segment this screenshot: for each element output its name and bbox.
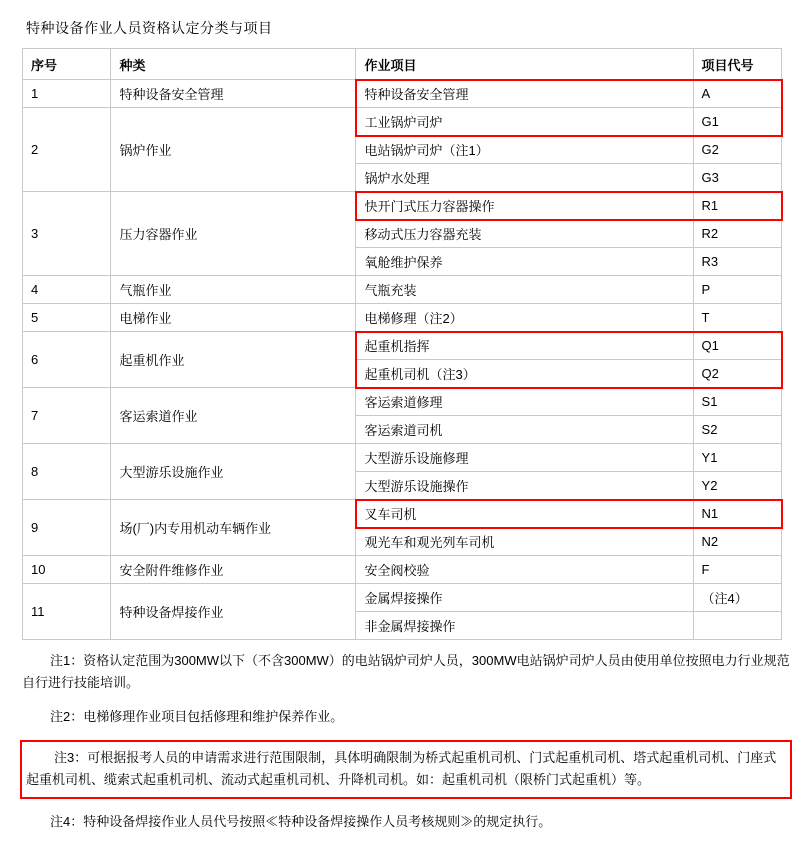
cell-item: 客运索道修理 [356,388,693,416]
cell-code: G3 [693,164,781,192]
cell-kind: 起重机作业 [111,332,356,388]
cell-code: A [693,80,781,108]
cell-code: T [693,304,781,332]
cell-no: 8 [23,444,111,500]
cell-code: Q2 [693,360,781,388]
note-1: 注1：资格认定范围为300MW以下（不含300MW）的电站锅炉司炉人员，300MW电站锅炉司炉人员由使用单位按照电力行业规范自行进行技能培训。 [22,653,790,690]
cell-code: R1 [693,192,781,220]
cell-kind: 特种设备焊接作业 [111,584,356,640]
cell-item: 观光车和观光列车司机 [356,528,693,556]
cell-item: 客运索道司机 [356,416,693,444]
cell-item: 安全阀校验 [356,556,693,584]
cell-kind: 场(厂)内专用机动车辆作业 [111,500,356,556]
cell-code: N2 [693,528,781,556]
page-title: 特种设备作业人员资格认定分类与项目 [26,20,273,36]
cell-kind: 锅炉作业 [111,108,356,192]
cell-item: 电站锅炉司炉（注1） [356,136,693,164]
note-3: 注3：可根据报考人员的申请需求进行范围限制，具体明确限制为桥式起重机司机、门式起重机司机、塔式起重机司机、门座式起重机司机、缆索式起重机司机、流动式起重机司机、升降机司机。如：起重机司机（限桥门式起重机）等。 [20,740,792,799]
table-row [23,388,782,416]
cell-kind: 电梯作业 [111,304,356,332]
cell-no: 5 [23,304,111,332]
cell-code: （注4） [693,584,781,612]
cell-item: 移动式压力容器充装 [356,220,693,248]
cell-no: 11 [23,584,111,640]
cell-code: G2 [693,136,781,164]
cell-item: 金属焊接操作 [356,584,693,612]
table-row [23,556,782,584]
column-header-no: 序号 [23,49,111,80]
cell-no: 7 [23,388,111,444]
cell-item: 特种设备安全管理 [356,80,693,108]
table-row [23,584,782,612]
cell-item: 起重机司机（注3） [356,360,693,388]
cell-code: S1 [693,388,781,416]
cell-no: 4 [23,276,111,304]
cell-kind: 安全附件维修作业 [111,556,356,584]
cell-code: S2 [693,416,781,444]
cell-kind: 大型游乐设施作业 [111,444,356,500]
cell-kind: 气瓶作业 [111,276,356,304]
cell-no: 2 [23,108,111,192]
table-row [23,108,782,136]
cell-item: 起重机指挥 [356,332,693,360]
table-row [23,332,782,360]
cell-item: 大型游乐设施操作 [356,472,693,500]
table-row [23,192,782,220]
cell-item: 快开门式压力容器操作 [356,192,693,220]
cell-item: 大型游乐设施修理 [356,444,693,472]
cell-code: Y2 [693,472,781,500]
table-header-row [23,49,782,80]
cell-code: Y1 [693,444,781,472]
table-wrapper [14,48,789,640]
cell-kind: 压力容器作业 [111,192,356,276]
cell-kind: 客运索道作业 [111,388,356,444]
cell-no: 10 [23,556,111,584]
cell-code: G1 [693,108,781,136]
table-row [23,80,782,108]
column-header-kind: 种类 [111,49,356,80]
note-4: 注4：特种设备焊接作业人员代号按照≪特种设备焊接操作人员考核规则≫的规定执行。 [50,814,552,829]
table-row [23,444,782,472]
cell-code [693,612,781,640]
cell-item: 工业锅炉司炉 [356,108,693,136]
table-row [23,304,782,332]
cell-code: R3 [693,248,781,276]
cell-no: 9 [23,500,111,556]
cell-code: Q1 [693,332,781,360]
column-header-code: 项目代号 [693,49,781,80]
note-2: 注2：电梯修理作业项目包括修理和维护保养作业。 [50,709,344,724]
cell-no: 6 [23,332,111,388]
cell-no: 1 [23,80,111,108]
cell-code: F [693,556,781,584]
cell-item: 锅炉水处理 [356,164,693,192]
cell-item: 电梯修理（注2） [356,304,693,332]
cell-code: N1 [693,500,781,528]
cell-kind: 特种设备安全管理 [111,80,356,108]
cell-item: 氧舱维护保养 [356,248,693,276]
column-header-item: 作业项目 [356,49,693,80]
table-row [23,276,782,304]
cell-item: 非金属焊接操作 [356,612,693,640]
cell-item: 叉车司机 [356,500,693,528]
cell-code: R2 [693,220,781,248]
table-row [23,500,782,528]
cell-code: P [693,276,781,304]
cell-item: 气瓶充装 [356,276,693,304]
cell-no: 3 [23,192,111,276]
qualification-table [22,48,782,640]
notes-section [22,650,792,833]
